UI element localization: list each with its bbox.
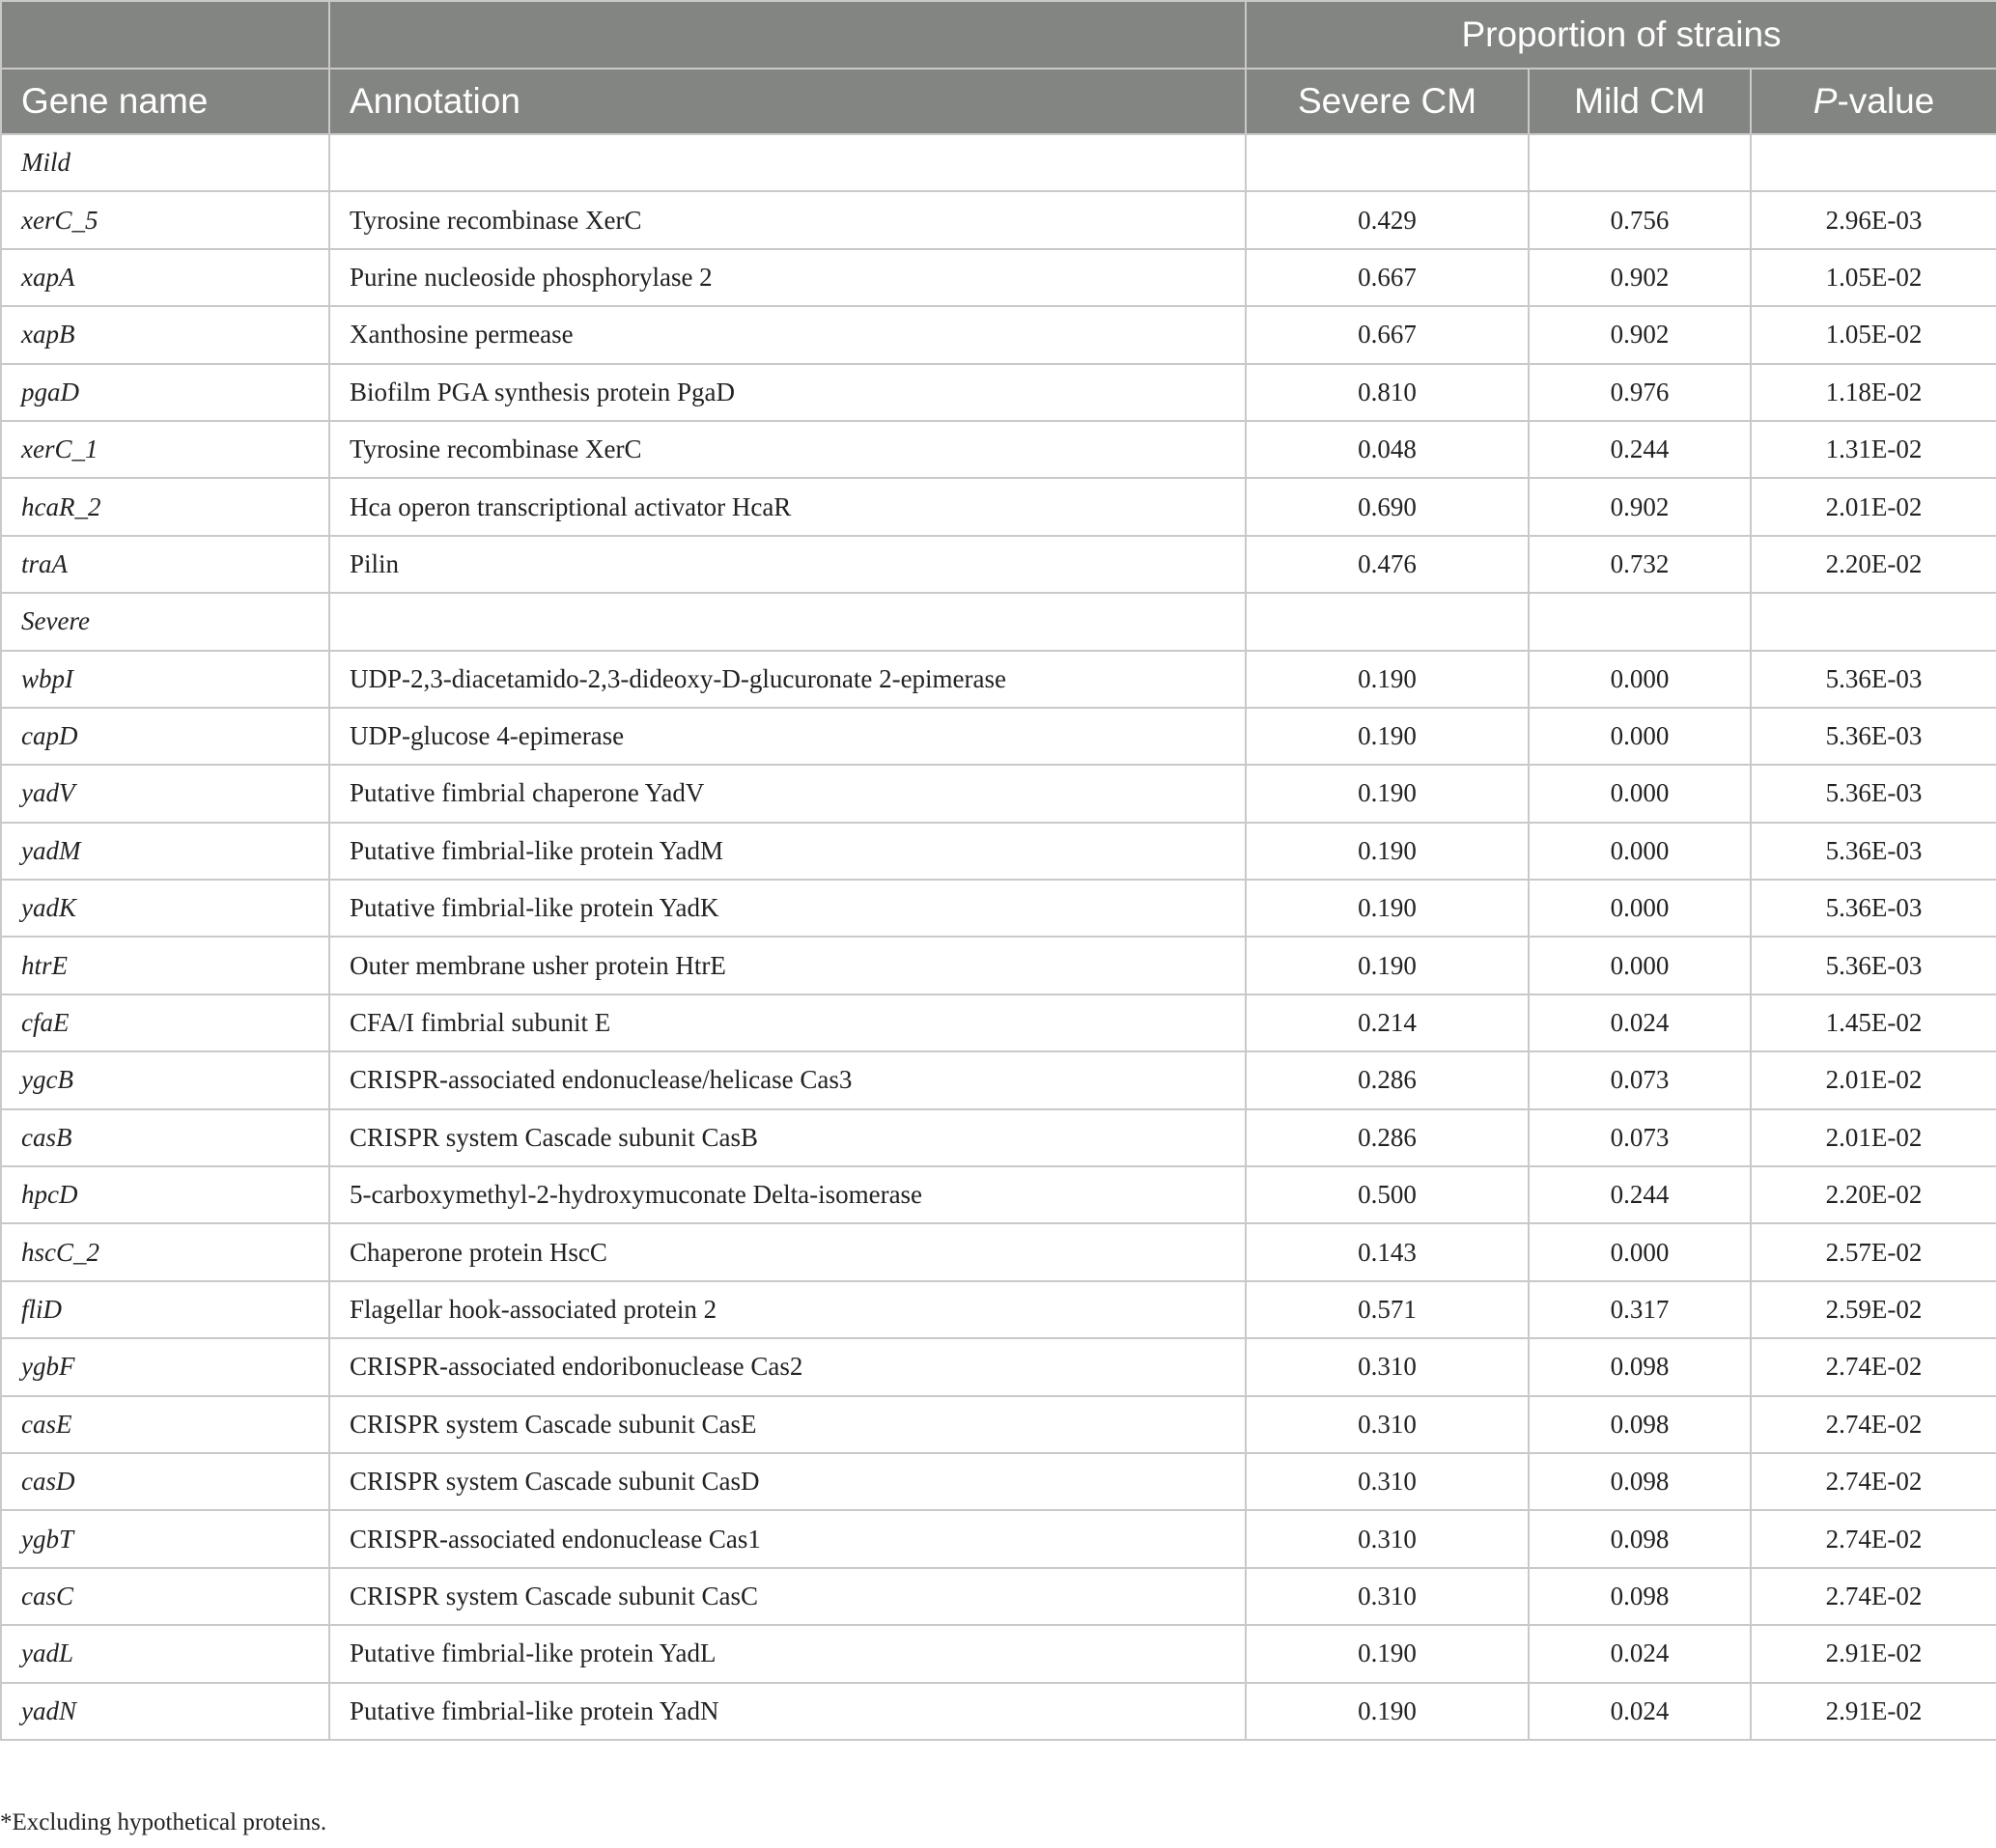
group-row	[1, 593, 1996, 650]
annotation-cell: CFA/I fimbrial subunit E	[329, 994, 1246, 1051]
p-value-cell: 1.18E-02	[1751, 364, 1996, 421]
gene-name-cell: fliD	[1, 1281, 329, 1338]
table-row	[1, 1166, 1996, 1223]
annotation-cell: Xanthosine permease	[329, 306, 1246, 363]
header-blank-2	[329, 1, 1246, 69]
severe-cm-cell: 0.286	[1246, 1109, 1529, 1166]
p-value-cell: 2.91E-02	[1751, 1683, 1996, 1740]
mild-cm-cell: 0.732	[1529, 536, 1751, 593]
severe-cm-cell: 0.571	[1246, 1281, 1529, 1338]
annotation-cell: UDP-2,3-diacetamido-2,3-dideoxy-D-glucuronate 2-epimerase	[329, 651, 1246, 708]
header-row-columns	[1, 69, 1996, 134]
severe-cm-cell: 0.690	[1246, 478, 1529, 535]
table-row	[1, 1453, 1996, 1510]
table-row	[1, 937, 1996, 994]
p-value-cell: 2.57E-02	[1751, 1223, 1996, 1280]
annotation-cell: CRISPR system Cascade subunit CasB	[329, 1109, 1246, 1166]
severe-cm-cell: 0.310	[1246, 1568, 1529, 1625]
mild-cm-cell: 0.000	[1529, 765, 1751, 822]
mild-cm-cell: 0.098	[1529, 1568, 1751, 1625]
severe-cm-cell: 0.476	[1246, 536, 1529, 593]
severe-cm-cell: 0.190	[1246, 708, 1529, 765]
mild-cm-cell: 0.902	[1529, 478, 1751, 535]
group-label: Severe	[1, 593, 329, 650]
p-value-suffix: -value	[1837, 81, 1935, 121]
table-row	[1, 823, 1996, 880]
mild-cm-cell: 0.098	[1529, 1510, 1751, 1567]
severe-cm-cell: 0.310	[1246, 1453, 1529, 1510]
severe-cm-cell: 0.500	[1246, 1166, 1529, 1223]
severe-cm-cell: 0.667	[1246, 249, 1529, 306]
annotation-cell: UDP-glucose 4-epimerase	[329, 708, 1246, 765]
annotation-cell: Pilin	[329, 536, 1246, 593]
p-value-cell: 1.05E-02	[1751, 306, 1996, 363]
group-row	[1, 134, 1996, 191]
severe-cm-cell: 0.214	[1246, 994, 1529, 1051]
table-row	[1, 191, 1996, 248]
annotation-cell: Purine nucleoside phosphorylase 2	[329, 249, 1246, 306]
mild-cm-cell: 0.756	[1529, 191, 1751, 248]
table-row	[1, 1568, 1996, 1625]
severe-cm-cell: 0.190	[1246, 651, 1529, 708]
p-value-cell: 2.74E-02	[1751, 1396, 1996, 1453]
p-value-cell: 2.01E-02	[1751, 1109, 1996, 1166]
empty-cell	[1246, 593, 1529, 650]
annotation-cell: CRISPR system Cascade subunit CasD	[329, 1453, 1246, 1510]
mild-cm-cell: 0.073	[1529, 1051, 1751, 1108]
mild-cm-cell: 0.976	[1529, 364, 1751, 421]
annotation-cell: Outer membrane usher protein HtrE	[329, 937, 1246, 994]
p-value-cell: 5.36E-03	[1751, 651, 1996, 708]
severe-cm-cell: 0.429	[1246, 191, 1529, 248]
annotation-cell: Putative fimbrial-like protein YadM	[329, 823, 1246, 880]
p-value-cell: 2.74E-02	[1751, 1453, 1996, 1510]
table-row	[1, 1625, 1996, 1682]
gene-name-cell: yadK	[1, 880, 329, 937]
empty-cell	[1751, 593, 1996, 650]
mild-cm-cell: 0.024	[1529, 1683, 1751, 1740]
gene-name-cell: hpcD	[1, 1166, 329, 1223]
annotation-cell: Hca operon transcriptional activator HcaR	[329, 478, 1246, 535]
gene-name-cell: ygbF	[1, 1338, 329, 1395]
mild-cm-cell: 0.902	[1529, 306, 1751, 363]
mild-cm-cell: 0.000	[1529, 708, 1751, 765]
severe-cm-cell: 0.810	[1246, 364, 1529, 421]
annotation-cell: CRISPR-associated endoribonuclease Cas2	[329, 1338, 1246, 1395]
table-row	[1, 1396, 1996, 1453]
annotation-cell: Putative fimbrial-like protein YadK	[329, 880, 1246, 937]
mild-cm-cell: 0.024	[1529, 994, 1751, 1051]
table-body	[1, 134, 1996, 1740]
gene-name-cell: hscC_2	[1, 1223, 329, 1280]
mild-cm-cell: 0.098	[1529, 1453, 1751, 1510]
table-row	[1, 651, 1996, 708]
annotation-cell: CRISPR-associated endonuclease Cas1	[329, 1510, 1246, 1567]
table-header	[1, 1, 1996, 134]
empty-cell	[1751, 134, 1996, 191]
table-row	[1, 421, 1996, 478]
empty-cell	[1246, 134, 1529, 191]
gene-name-cell: yadM	[1, 823, 329, 880]
annotation-header: Annotation	[329, 69, 1246, 134]
gene-name-cell: xapB	[1, 306, 329, 363]
annotation-cell: CRISPR system Cascade subunit CasE	[329, 1396, 1246, 1453]
p-value-cell: 5.36E-03	[1751, 937, 1996, 994]
p-value-cell: 1.05E-02	[1751, 249, 1996, 306]
empty-cell	[1529, 593, 1751, 650]
severe-cm-header: Severe CM	[1246, 69, 1529, 134]
mild-cm-cell: 0.000	[1529, 937, 1751, 994]
gene-name-cell: xerC_5	[1, 191, 329, 248]
table-row	[1, 1109, 1996, 1166]
gene-name-cell: casB	[1, 1109, 329, 1166]
severe-cm-cell: 0.667	[1246, 306, 1529, 363]
p-value-cell: 1.45E-02	[1751, 994, 1996, 1051]
severe-cm-cell: 0.190	[1246, 1625, 1529, 1682]
table-row	[1, 1281, 1996, 1338]
severe-cm-cell: 0.143	[1246, 1223, 1529, 1280]
p-value-cell: 2.20E-02	[1751, 536, 1996, 593]
table-row	[1, 249, 1996, 306]
table-footnote: *Excluding hypothetical proteins.	[0, 1809, 327, 1835]
gene-name-cell: hcaR_2	[1, 478, 329, 535]
table-row	[1, 1051, 1996, 1108]
gene-name-header: Gene name	[1, 69, 329, 134]
mild-cm-cell: 0.073	[1529, 1109, 1751, 1166]
p-value-cell: 2.91E-02	[1751, 1625, 1996, 1682]
annotation-cell: Chaperone protein HscC	[329, 1223, 1246, 1280]
severe-cm-cell: 0.190	[1246, 880, 1529, 937]
gene-name-cell: ygcB	[1, 1051, 329, 1108]
gene-name-cell: casE	[1, 1396, 329, 1453]
mild-cm-cell: 0.244	[1529, 1166, 1751, 1223]
p-value-cell: 2.20E-02	[1751, 1166, 1996, 1223]
gene-name-cell: xerC_1	[1, 421, 329, 478]
gene-name-cell: casD	[1, 1453, 329, 1510]
annotation-cell: Flagellar hook-associated protein 2	[329, 1281, 1246, 1338]
gene-name-cell: cfaE	[1, 994, 329, 1051]
mild-cm-cell: 0.000	[1529, 1223, 1751, 1280]
p-value-cell: 5.36E-03	[1751, 708, 1996, 765]
severe-cm-cell: 0.286	[1246, 1051, 1529, 1108]
p-value-cell: 2.74E-02	[1751, 1338, 1996, 1395]
p-value-header	[1751, 69, 1996, 134]
table-row	[1, 1338, 1996, 1395]
empty-cell	[329, 593, 1246, 650]
gene-name-cell: pgaD	[1, 364, 329, 421]
severe-cm-cell: 0.190	[1246, 823, 1529, 880]
annotation-cell: Putative fimbrial chaperone YadV	[329, 765, 1246, 822]
table-row	[1, 1683, 1996, 1740]
header-blank-1	[1, 1, 329, 69]
mild-cm-cell: 0.317	[1529, 1281, 1751, 1338]
table-row	[1, 1510, 1996, 1567]
empty-cell	[329, 134, 1246, 191]
p-value-cell: 2.96E-03	[1751, 191, 1996, 248]
annotation-cell: Biofilm PGA synthesis protein PgaD	[329, 364, 1246, 421]
mild-cm-cell: 0.098	[1529, 1338, 1751, 1395]
p-value-cell: 2.74E-02	[1751, 1568, 1996, 1625]
gene-name-cell: yadN	[1, 1683, 329, 1740]
annotation-cell: Tyrosine recombinase XerC	[329, 191, 1246, 248]
severe-cm-cell: 0.310	[1246, 1396, 1529, 1453]
table-row	[1, 364, 1996, 421]
p-value-cell: 5.36E-03	[1751, 765, 1996, 822]
gene-name-cell: wbpI	[1, 651, 329, 708]
p-value-cell: 1.31E-02	[1751, 421, 1996, 478]
mild-cm-cell: 0.000	[1529, 880, 1751, 937]
gene-name-cell: htrE	[1, 937, 329, 994]
mild-cm-cell: 0.902	[1529, 249, 1751, 306]
table-row	[1, 880, 1996, 937]
table-row	[1, 536, 1996, 593]
table-row	[1, 478, 1996, 535]
table-row	[1, 306, 1996, 363]
mild-cm-cell: 0.244	[1529, 421, 1751, 478]
mild-cm-cell: 0.098	[1529, 1396, 1751, 1453]
table-row	[1, 994, 1996, 1051]
annotation-cell: CRISPR-associated endonuclease/helicase Cas3	[329, 1051, 1246, 1108]
severe-cm-cell: 0.190	[1246, 765, 1529, 822]
severe-cm-cell: 0.310	[1246, 1338, 1529, 1395]
annotation-cell: Putative fimbrial-like protein YadN	[329, 1683, 1246, 1740]
table-row	[1, 1223, 1996, 1280]
p-value-cell: 2.01E-02	[1751, 478, 1996, 535]
severe-cm-cell: 0.310	[1246, 1510, 1529, 1567]
annotation-cell: 5-carboxymethyl-2-hydroxymuconate Delta-isomerase	[329, 1166, 1246, 1223]
group-label: Mild	[1, 134, 329, 191]
p-value-italic-p: P	[1813, 81, 1838, 121]
annotation-cell: Tyrosine recombinase XerC	[329, 421, 1246, 478]
empty-cell	[1529, 134, 1751, 191]
severe-cm-cell: 0.190	[1246, 937, 1529, 994]
p-value-cell: 2.59E-02	[1751, 1281, 1996, 1338]
gene-name-cell: xapA	[1, 249, 329, 306]
gene-name-cell: casC	[1, 1568, 329, 1625]
gene-name-cell: yadV	[1, 765, 329, 822]
gene-name-cell: capD	[1, 708, 329, 765]
p-value-cell: 5.36E-03	[1751, 880, 1996, 937]
header-row-group	[1, 1, 1996, 69]
p-value-cell: 5.36E-03	[1751, 823, 1996, 880]
gene-name-cell: ygbT	[1, 1510, 329, 1567]
p-value-cell: 2.01E-02	[1751, 1051, 1996, 1108]
mild-cm-cell: 0.024	[1529, 1625, 1751, 1682]
annotation-cell: CRISPR system Cascade subunit CasC	[329, 1568, 1246, 1625]
gene-name-cell: traA	[1, 536, 329, 593]
mild-cm-header: Mild CM	[1529, 69, 1751, 134]
table-row	[1, 765, 1996, 822]
gene-name-cell: yadL	[1, 1625, 329, 1682]
table-row	[1, 708, 1996, 765]
p-value-cell: 2.74E-02	[1751, 1510, 1996, 1567]
mild-cm-cell: 0.000	[1529, 651, 1751, 708]
severe-cm-cell: 0.190	[1246, 1683, 1529, 1740]
severe-cm-cell: 0.048	[1246, 421, 1529, 478]
mild-cm-cell: 0.000	[1529, 823, 1751, 880]
annotation-cell: Putative fimbrial-like protein YadL	[329, 1625, 1246, 1682]
proportion-of-strains-header: Proportion of strains	[1246, 1, 1996, 69]
